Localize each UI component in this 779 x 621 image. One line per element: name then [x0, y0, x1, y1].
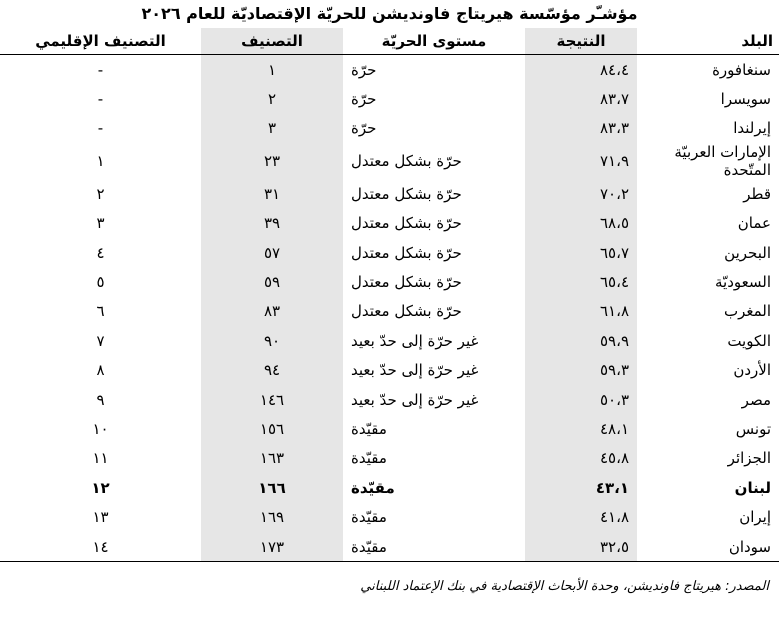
cell-freedom: حرّة [351, 119, 377, 138]
cell-country: تونس [735, 419, 771, 438]
table-row [0, 55, 779, 85]
table-row [0, 297, 779, 326]
cell-rank: ١٦٦ [201, 473, 343, 502]
table-row [0, 143, 779, 179]
cell-regional-rank: ١٠ [92, 419, 109, 438]
cell-country: قطر [743, 184, 771, 203]
cell-country: عمان [737, 214, 771, 233]
cell-score: ٤٣،١ [525, 473, 637, 502]
cell-regional-rank: ٦ [96, 302, 105, 321]
header-regional-rank: التصنيف الإقليمي [0, 28, 201, 55]
cell-regional-rank: ١٣ [92, 508, 109, 527]
table-row [0, 179, 779, 208]
cell-regional-rank: ٢ [96, 184, 105, 203]
cell-regional-rank: ٨ [96, 361, 105, 380]
table-row [0, 444, 779, 473]
cell-score: ٦١،٨ [525, 297, 637, 326]
cell-freedom: حرّة بشكل معتدل [351, 243, 462, 262]
cell-score: ٦٥،٤ [525, 267, 637, 296]
cell-rank: ١٤٦ [201, 385, 343, 414]
table-row [0, 502, 779, 531]
cell-rank: ١٧٣ [201, 532, 343, 562]
table-row [0, 385, 779, 414]
cell-score: ٥٩،٩ [525, 326, 637, 355]
cell-score: ٤٥،٨ [525, 444, 637, 473]
cell-freedom: غير حرّة إلى حدّ بعيد [351, 390, 479, 409]
cell-country: المغرب [723, 302, 771, 321]
cell-rank: ١٦٣ [201, 444, 343, 473]
cell-freedom: حرّة بشكل معتدل [351, 152, 462, 171]
cell-country: السعوديّة [714, 273, 771, 292]
cell-country: البحرين [724, 243, 771, 262]
table-row [0, 532, 779, 562]
freedom-index-table [0, 28, 779, 562]
cell-freedom: غير حرّة إلى حدّ بعيد [351, 331, 479, 350]
cell-freedom: مقيّدة [351, 449, 387, 468]
table-row [0, 473, 779, 502]
table-row [0, 114, 779, 143]
header-country: البلد [637, 28, 779, 55]
table-row [0, 267, 779, 296]
table-title: مؤشـّر مؤسّسة هيريتاج فاونديشن للحريّة الإقتصاديّة للعام ٢٠٢٦ [141, 4, 638, 23]
cell-score: ٨٣،٣ [525, 114, 637, 143]
cell-country: لبنان [734, 478, 771, 497]
table-row [0, 238, 779, 267]
table-row [0, 356, 779, 385]
cell-country: مصر [741, 390, 771, 409]
cell-regional-rank: ٩ [96, 390, 105, 409]
cell-rank: ٣١ [201, 179, 343, 208]
cell-score: ٨٣،٧ [525, 84, 637, 113]
cell-score: ٧١،٩ [525, 143, 637, 179]
source-note: المصدر: هيريتاج فاونديشن، وحدة الأبحاث الإقتصادية في بنك الإعتماد اللبناني [360, 579, 769, 594]
cell-country: الإمارات العربيّة المتّحدة [674, 143, 771, 180]
cell-country: سودان [637, 532, 779, 562]
cell-score: ٤٨،١ [525, 414, 637, 443]
cell-freedom: مقيّدة [351, 478, 395, 497]
cell-score: ٨٤،٤ [525, 55, 637, 85]
cell-country: سويسرا [720, 90, 771, 109]
cell-freedom: حرّة بشكل معتدل [351, 214, 462, 233]
cell-regional-rank: - [97, 119, 104, 138]
cell-score: ٦٨،٥ [525, 209, 637, 238]
cell-freedom: غير حرّة إلى حدّ بعيد [351, 361, 479, 380]
cell-regional-rank: ٣ [96, 214, 105, 233]
table-row [0, 84, 779, 113]
cell-regional-rank: ٥ [96, 273, 105, 292]
header-row [0, 28, 779, 55]
cell-country: الجزائر [727, 449, 771, 468]
cell-country: الكويت [727, 331, 771, 350]
cell-freedom: مقيّدة [343, 532, 525, 562]
cell-freedom: حرّة بشكل معتدل [351, 184, 462, 203]
cell-rank: ١ [201, 55, 343, 85]
cell-freedom: حرّة [351, 60, 377, 79]
cell-freedom: حرّة [351, 90, 377, 109]
cell-rank: ٨٣ [201, 297, 343, 326]
header-rank: التصنيف [201, 28, 343, 55]
cell-regional-rank: ١٤ [0, 532, 201, 562]
cell-country: سنغافورة [712, 60, 771, 79]
header-freedom: مستوى الحريّة [343, 28, 525, 55]
cell-rank: ٢٣ [201, 143, 343, 179]
cell-rank: ٩٠ [201, 326, 343, 355]
table-row [0, 414, 779, 443]
cell-rank: ٥٩ [201, 267, 343, 296]
cell-score: ٥٠،٣ [525, 385, 637, 414]
table-body [0, 55, 779, 562]
cell-score: ٣٢،٥ [525, 532, 637, 562]
cell-regional-rank: ٤ [96, 243, 105, 262]
cell-rank: ٣ [201, 114, 343, 143]
cell-regional-rank: ١١ [92, 449, 109, 468]
cell-country: الأردن [733, 361, 771, 380]
cell-score: ٥٩،٣ [525, 356, 637, 385]
cell-score: ٤١،٨ [525, 502, 637, 531]
cell-freedom: حرّة بشكل معتدل [351, 273, 462, 292]
cell-rank: ٥٧ [201, 238, 343, 267]
table-row [0, 326, 779, 355]
cell-rank: ١٦٩ [201, 502, 343, 531]
cell-regional-rank: - [97, 90, 104, 109]
cell-rank: ٢ [201, 84, 343, 113]
cell-regional-rank: ٧ [96, 331, 105, 350]
cell-freedom: مقيّدة [351, 419, 387, 438]
cell-regional-rank: ١٢ [91, 478, 110, 497]
cell-score: ٦٥،٧ [525, 238, 637, 267]
table-row [0, 209, 779, 238]
cell-rank: ٩٤ [201, 356, 343, 385]
cell-freedom: حرّة بشكل معتدل [351, 302, 462, 321]
cell-regional-rank: ١ [96, 152, 105, 171]
cell-regional-rank: - [97, 60, 104, 79]
cell-score: ٧٠،٢ [525, 179, 637, 208]
cell-country: إيران [739, 508, 771, 527]
cell-freedom: مقيّدة [351, 508, 387, 527]
cell-rank: ١٥٦ [201, 414, 343, 443]
cell-country: إيرلندا [733, 119, 771, 138]
header-score: النتيجة [525, 28, 637, 55]
cell-rank: ٣٩ [201, 209, 343, 238]
